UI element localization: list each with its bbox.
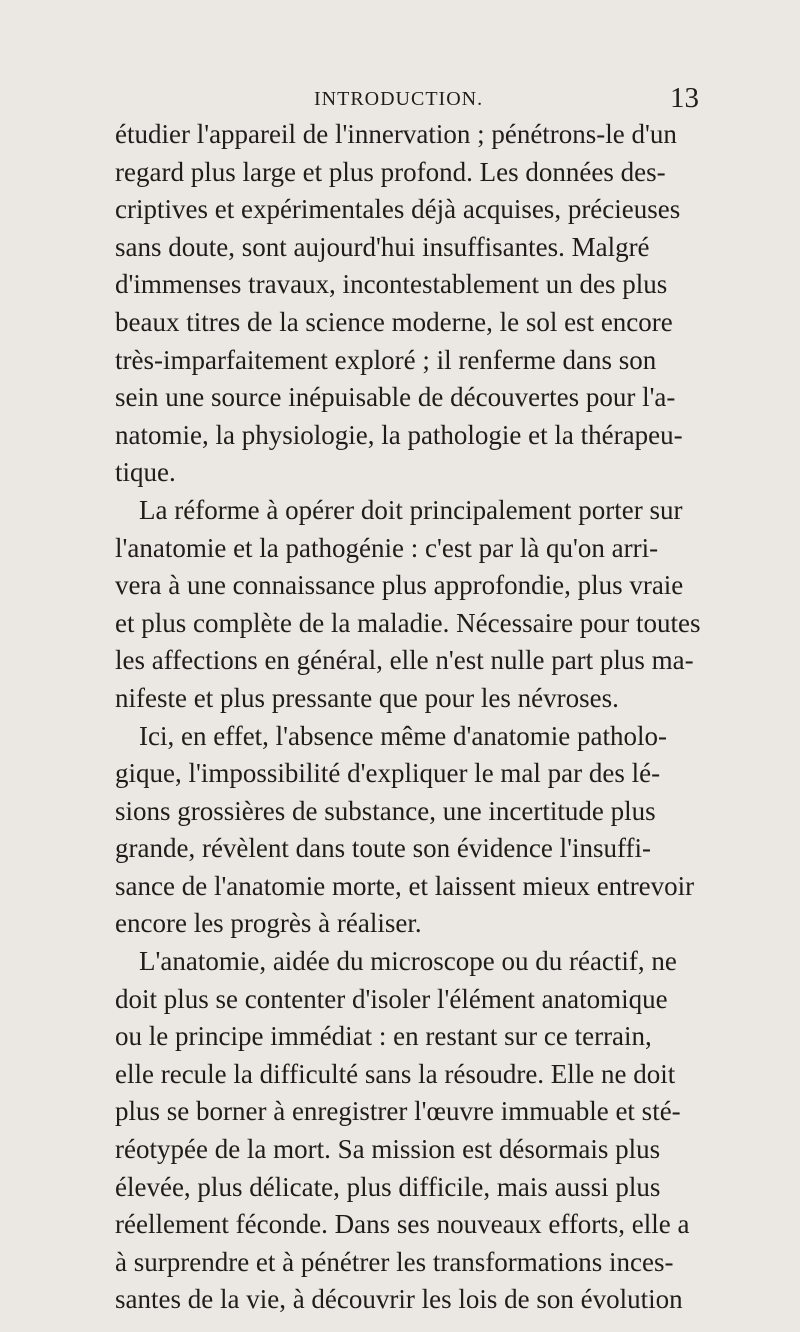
- text-line: sance de l'anatomie morte, et laissent mieux entrevoir: [115, 870, 695, 901]
- body-text: [115, 116, 715, 1319]
- text-line: d'immenses travaux, incontestablement un des plus: [115, 269, 668, 300]
- page-header: [314, 82, 714, 118]
- text-line: nifeste et plus pressante que pour les névroses.: [115, 682, 619, 713]
- text-line: les affections en général, elle n'est nulle part plus ma-: [115, 645, 694, 676]
- text-line: beaux titres de la science moderne, le sol est encore: [115, 306, 673, 337]
- text-line: et plus complète de la maladie. Nécessaire pour toutes: [115, 607, 701, 638]
- paragraph-first-line: La réforme à opérer doit principalement porter sur: [139, 494, 683, 525]
- text-line: vera à une connaissance plus approfondie, plus vraie: [115, 570, 684, 601]
- text-line: l'anatomie et la pathogénie : c'est par là qu'on arri-: [115, 532, 659, 563]
- paragraph-first-line: L'anatomie, aidée du microscope ou du réactif, ne: [139, 946, 677, 977]
- text-line: tique.: [115, 457, 176, 488]
- text-line: réotypée de la mort. Sa mission est désormais plus: [115, 1134, 661, 1165]
- text-line: ou le principe immédiat : en restant sur ce terrain,: [115, 1021, 652, 1052]
- text-line: encore les progrès à réaliser.: [115, 908, 422, 939]
- text-line: très-imparfaitement exploré ; il renferme dans son: [115, 344, 657, 375]
- text-line: criptives et expérimentales déjà acquises, précieuses: [115, 194, 681, 225]
- text-line: réellement féconde. Dans ses nouveaux efforts, elle a: [115, 1209, 690, 1240]
- paragraph-first-line: Ici, en effet, l'absence même d'anatomie patholo-: [139, 720, 668, 751]
- text-line: élevée, plus délicate, plus difficile, mais aussi plus: [115, 1171, 661, 1202]
- text-line: sans doute, sont aujourd'hui insuffisantes. Malgré: [115, 231, 650, 262]
- text-line: elle recule la difficulté sans la résoudre. Elle ne doit: [115, 1058, 676, 1089]
- text-line: doit plus se contenter d'isoler l'élément anatomique: [115, 983, 668, 1014]
- text-line: santes de la vie, à découvrir les lois de son évolution: [115, 1284, 683, 1315]
- text-line: grande, révèlent dans toute son évidence l'insuffi-: [115, 833, 651, 864]
- page-number: 13: [670, 82, 699, 114]
- text-line: sions grossières de substance, une incertitude plus: [115, 795, 656, 826]
- text-line: gique, l'impossibilité d'expliquer le mal par des lé-: [115, 758, 661, 789]
- running-title: INTRODUCTION.: [314, 88, 484, 110]
- text-line: étudier l'appareil de l'innervation ; pénétrons-le d'un: [115, 119, 677, 149]
- text-line: plus se borner à enregistrer l'œuvre immuable et sté-: [115, 1096, 681, 1127]
- text-line: à surprendre et à pénétrer les transformations inces-: [115, 1246, 674, 1277]
- text-line: regard plus large et plus profond. Les données des-: [115, 156, 666, 187]
- text-line: natomie, la physiologie, la pathologie et la thérapeu-: [115, 419, 683, 450]
- text-line: sein une source inépuisable de découvertes pour l'a-: [115, 382, 676, 413]
